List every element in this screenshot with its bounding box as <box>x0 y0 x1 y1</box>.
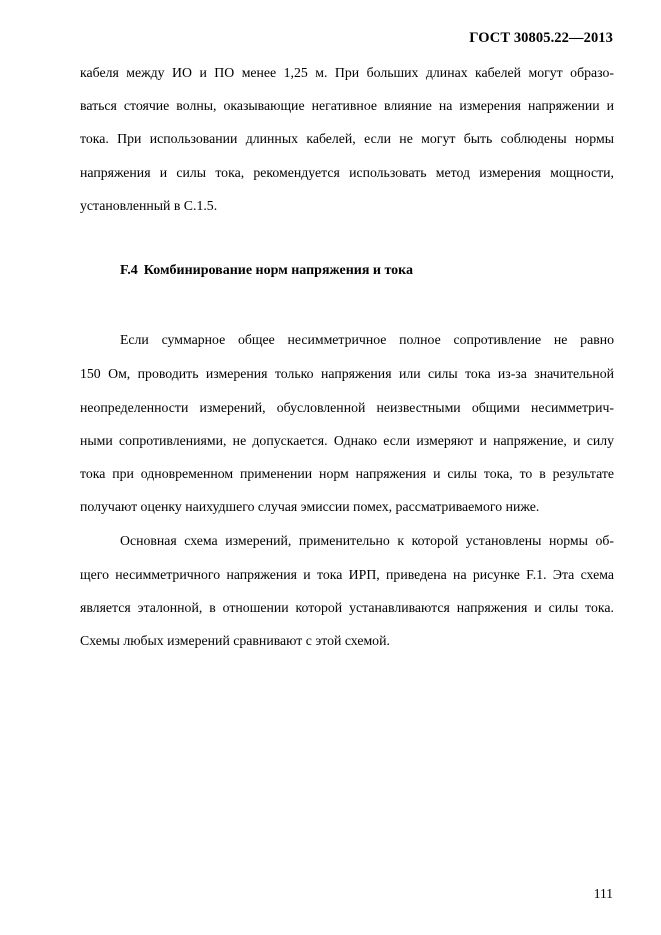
section-title: Комбинирование норм напряжения и тока <box>143 263 414 278</box>
text-line: ваться стоячие волны, оказывающие негативное влияние на измерения напряжении и <box>80 98 614 113</box>
page-number: 111 <box>593 886 613 901</box>
text-line: Схемы любых измерений сравнивают с этой схемой. <box>80 633 390 648</box>
text-line: тока. При использовании длинных кабелей, если не могут быть соблюдены нормы <box>80 131 614 146</box>
section-heading <box>120 262 413 280</box>
document-code: ГОСТ 30805.22—2013 <box>469 30 613 46</box>
text-line: является эталонной, в отношении которой устанавливаются напряжения и силы тока. <box>80 600 614 615</box>
text-line: кабеля между ИО и ПО менее 1,25 м. При больших длинах кабелей могут образо- <box>80 65 614 80</box>
text-line: Если суммарное общее несимметричное полное сопротивление не равно <box>120 332 614 347</box>
text-line: получают оценку наихудшего случая эмиссии помех, рассматриваемого ниже. <box>80 499 540 514</box>
text-line: напряжения и силы тока, рекомендуется использовать метод измерения мощности, <box>80 165 614 180</box>
text-line: 150 Ом, проводить измерения только напряжения или силы тока из-за значительной <box>80 366 614 381</box>
text-line: тока при одновременном применении норм напряжения и силы тока, то в результате <box>80 466 614 481</box>
text-line: установленный в С.1.5. <box>80 198 218 213</box>
text-line: Основная схема измерений, применительно к которой установлены нормы об- <box>120 533 614 548</box>
text-line: щего несимметричного напряжения и тока ИРП, приведена на рисунке F.1. Эта схема <box>80 567 614 582</box>
text-line: ными сопротивлениями, не допускается. Однако если измеряют и напряжение, и силу <box>80 433 614 448</box>
section-number: F.4 <box>120 263 138 278</box>
text-line: неопределенности измерений, обусловленной неизвестными общими несимметрич- <box>80 400 614 415</box>
